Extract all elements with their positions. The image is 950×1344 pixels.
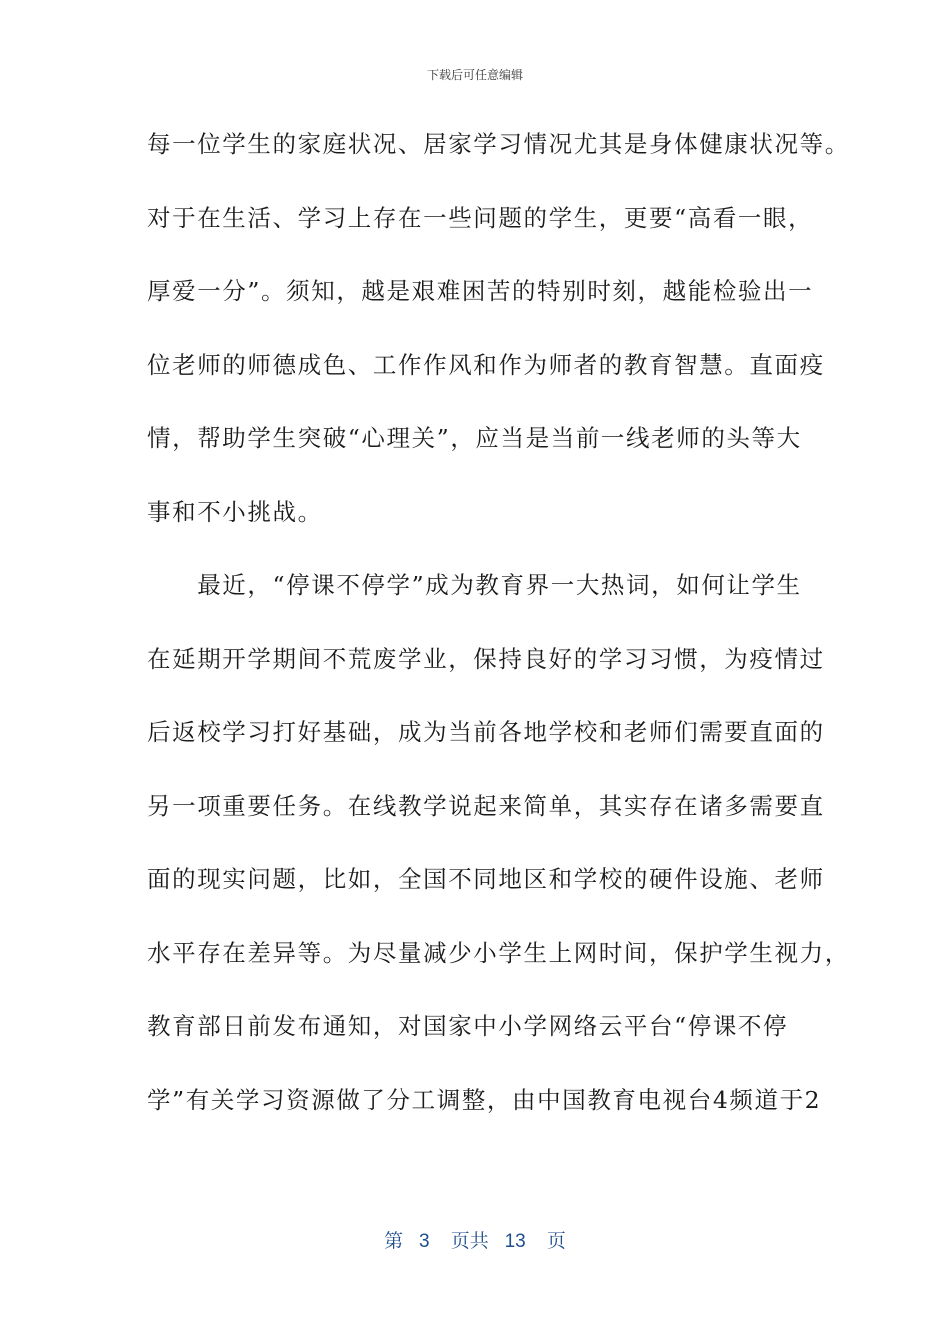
text-line: 位老师的师德成色、工作作风和作为师者的教育智慧。直面疫 xyxy=(147,350,825,379)
text-line: 每一位学生的家庭状况、居家学习情况尤其是身体健康状况等。 xyxy=(147,130,850,158)
page-current: 3 xyxy=(419,1231,430,1252)
header-note: 下载后可任意编辑 xyxy=(426,68,523,82)
text-line: 水平存在差异等。为尽量减少小学生上网时间，保护学生视力， xyxy=(147,938,850,967)
page-footer xyxy=(0,1226,950,1253)
text-line: 情，帮助学生突破“心理关”，应当是当前一线老师的头等大 xyxy=(147,424,802,452)
text-line: 最近，“停课不停学”成为教育界一大热词，如何让学生 xyxy=(147,571,802,599)
text-line: 另一项重要任务。在线教学说起来简单，其实存在诸多需要直 xyxy=(147,791,825,820)
text-line: 学”有关学习资源做了分工调整，由中国教育电视台4频道于2 xyxy=(147,1085,822,1114)
text-line: 教育部日前发布通知，对国家中小学网络云平台“停课不停 xyxy=(147,1012,789,1040)
text-line: 事和不小挑战。 xyxy=(147,497,323,526)
page-middle: 页共 xyxy=(450,1231,489,1252)
page-prefix: 第 xyxy=(384,1231,404,1252)
page-total: 13 xyxy=(504,1231,526,1252)
text-line: 面的现实问题，比如，全国不同地区和学校的硬件设施、老师 xyxy=(147,865,825,893)
text-line: 在延期开学期间不荒废学业，保持良好的学习习惯，为疫情过 xyxy=(147,644,825,673)
text-line: 厚爱一分”。须知，越是艰难困苦的特别时刻，越能检验出一 xyxy=(147,277,814,305)
document-body xyxy=(147,112,850,1141)
text-line: 后返校学习打好基础，成为当前各地学校和老师们需要直面的 xyxy=(147,718,825,746)
page-suffix: 页 xyxy=(546,1231,566,1252)
text-line: 对于在生活、学习上存在一些问题的学生，更要“高看一眼， xyxy=(147,203,814,232)
